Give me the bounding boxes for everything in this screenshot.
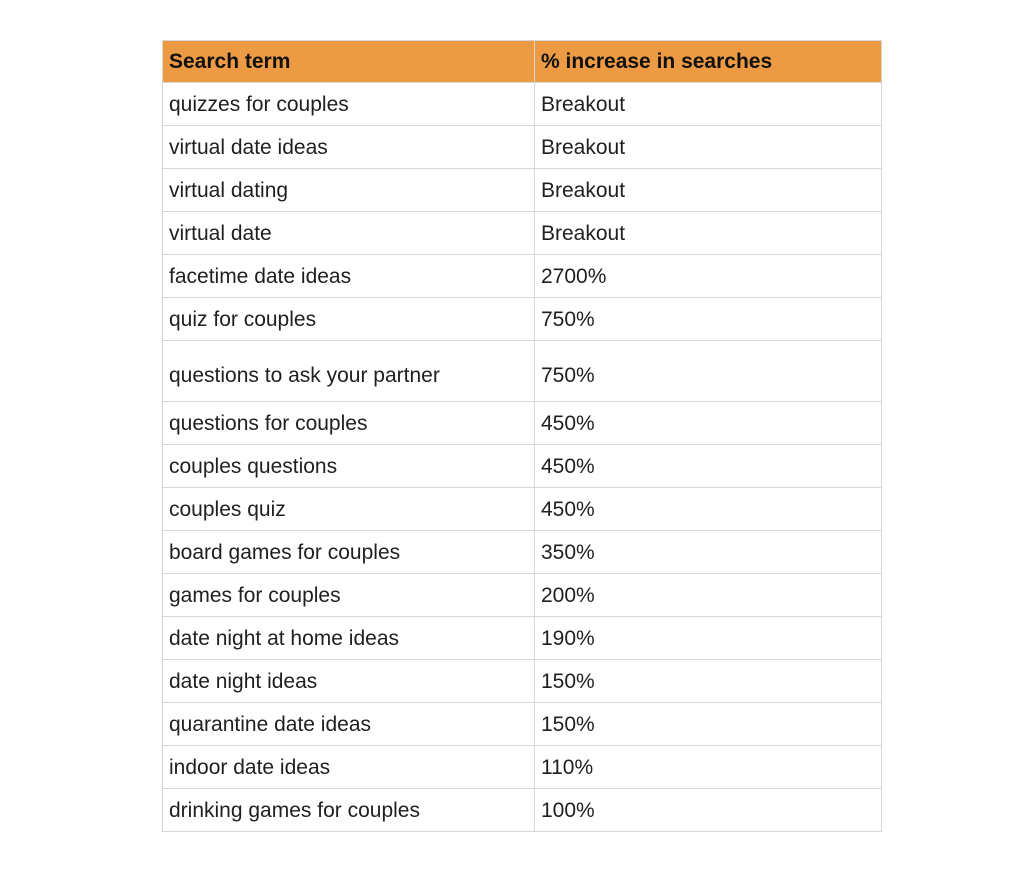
search-term-cell: indoor date ideas (163, 746, 535, 789)
percent-increase-cell: 110% (535, 746, 882, 789)
percent-increase-cell: 190% (535, 617, 882, 660)
table-row (163, 789, 882, 832)
percent-increase-cell: Breakout (535, 212, 882, 255)
search-term-cell: quarantine date ideas (163, 703, 535, 746)
search-term-cell: virtual dating (163, 169, 535, 212)
search-term-cell: quiz for couples (163, 298, 535, 341)
search-term-cell: virtual date (163, 212, 535, 255)
table-row (163, 574, 882, 617)
table-row (163, 402, 882, 445)
search-terms-table-container (162, 40, 881, 832)
percent-increase-cell: 350% (535, 531, 882, 574)
table-body (163, 83, 882, 832)
search-term-cell: drinking games for couples (163, 789, 535, 832)
percent-increase-cell: 150% (535, 660, 882, 703)
header-row (163, 41, 882, 83)
percent-increase-cell: 750% (535, 341, 882, 402)
percent-increase-cell: 100% (535, 789, 882, 832)
search-term-cell: quizzes for couples (163, 83, 535, 126)
search-term-cell: date night at home ideas (163, 617, 535, 660)
table-row (163, 531, 882, 574)
column-header-percent-increase: % increase in searches (535, 41, 882, 83)
search-terms-table (162, 40, 882, 832)
search-term-cell: couples questions (163, 445, 535, 488)
search-term-cell: questions for couples (163, 402, 535, 445)
search-term-cell: virtual date ideas (163, 126, 535, 169)
table-row (163, 255, 882, 298)
percent-increase-cell: 2700% (535, 255, 882, 298)
percent-increase-cell: 450% (535, 488, 882, 531)
table-row (163, 703, 882, 746)
table-row (163, 660, 882, 703)
percent-increase-cell: Breakout (535, 83, 882, 126)
table-row (163, 341, 882, 402)
search-term-cell: facetime date ideas (163, 255, 535, 298)
table-row (163, 212, 882, 255)
table-row (163, 746, 882, 789)
table-row (163, 488, 882, 531)
percent-increase-cell: 750% (535, 298, 882, 341)
table-row (163, 617, 882, 660)
table-row (163, 169, 882, 212)
percent-increase-cell: 150% (535, 703, 882, 746)
column-header-search-term: Search term (163, 41, 535, 83)
table-row (163, 445, 882, 488)
percent-increase-cell: 450% (535, 445, 882, 488)
table-row (163, 83, 882, 126)
search-term-cell: board games for couples (163, 531, 535, 574)
percent-increase-cell: 200% (535, 574, 882, 617)
table-row (163, 126, 882, 169)
search-term-cell: date night ideas (163, 660, 535, 703)
percent-increase-cell: Breakout (535, 169, 882, 212)
table-row (163, 298, 882, 341)
percent-increase-cell: 450% (535, 402, 882, 445)
search-term-cell: couples quiz (163, 488, 535, 531)
table-header (163, 41, 882, 83)
search-term-cell: questions to ask your partner (163, 341, 535, 402)
percent-increase-cell: Breakout (535, 126, 882, 169)
search-term-cell: games for couples (163, 574, 535, 617)
